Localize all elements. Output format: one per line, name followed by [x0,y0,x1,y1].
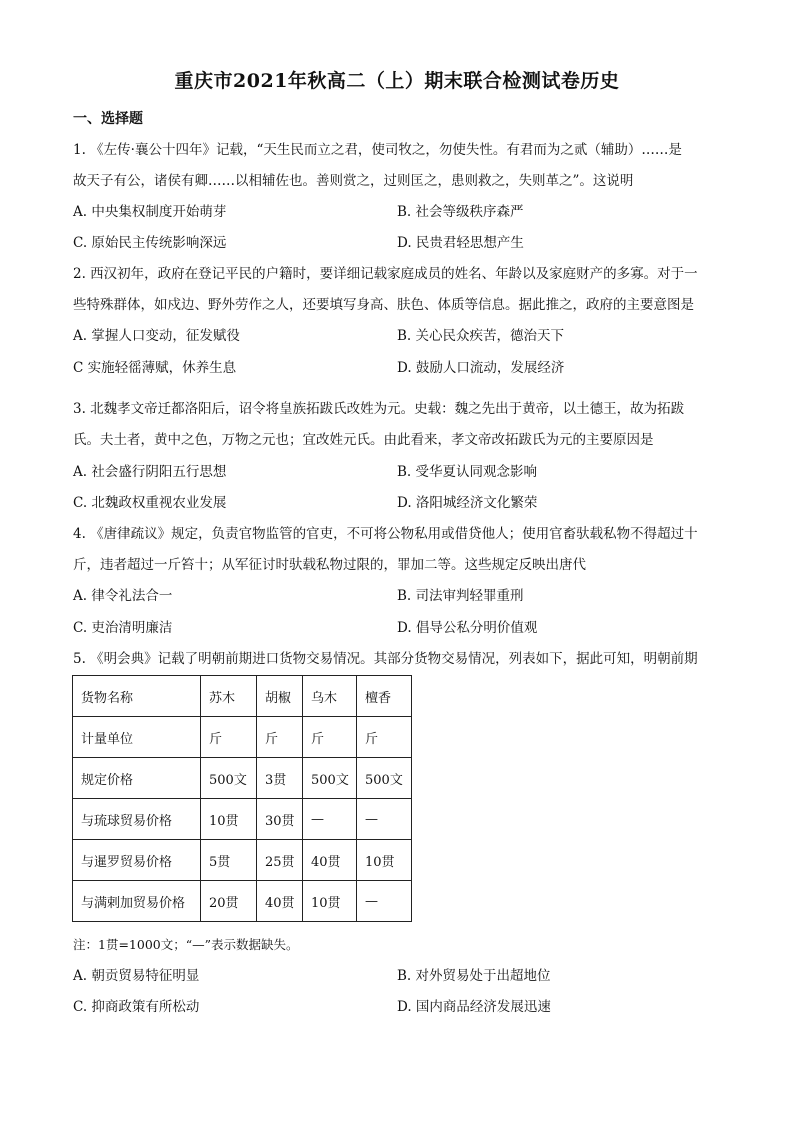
question-1-option-b: B. 社会等级秩序森严 [397,204,524,220]
table-cell: 10贯 [201,799,257,840]
table-cell: 斤 [357,717,412,758]
table-row [73,799,412,840]
question-1-option-d: D. 民贵君轻思想产生 [397,235,524,251]
table-cell: 苏木 [201,676,257,717]
question-1-line-2: 故天子有公，诸侯有卿……以相辅佐也。善则赏之，过则匡之，患则救之，失则革之”。这说明 [73,173,634,189]
question-4-option-c: C. 吏治清明廉洁 [73,620,173,636]
table-note: 注：1贯=1000文；“—”表示数据缺失。 [73,937,299,952]
table-cell: 檀香 [357,676,412,717]
question-1-option-a: A. 中央集权制度开始萌芽 [73,204,227,220]
table-row [73,758,412,799]
table-cell: 500文 [201,758,257,799]
table-cell: 乌木 [303,676,357,717]
table-cell: 500文 [303,758,357,799]
table-cell: 胡椒 [257,676,303,717]
table-cell: 与满剌加贸易价格 [73,881,201,922]
question-5-line-1: 5. 《明会典》记载了明朝前期进口货物交易情况。其部分货物交易情况，列表如下，据此可知，明朝前期 [73,651,698,667]
table-cell: 20贯 [201,881,257,922]
table-cell: 40贯 [257,881,303,922]
section-heading: 一、选择题 [73,111,143,127]
table-cell: 斤 [257,717,303,758]
question-5-option-c: C. 抑商政策有所松动 [73,999,200,1015]
table-cell: 10贯 [303,881,357,922]
question-5-option-d: D. 国内商品经济发展迅速 [397,999,551,1015]
table-row [73,881,412,922]
question-2-line-1: 2. 西汉初年，政府在登记平民的户籍时，要详细记载家庭成员的姓名、年龄以及家庭财产的多寡。对于一 [73,266,698,282]
question-2-option-b: B. 关心民众疾苦，德治天下 [397,328,565,344]
table-cell: 10贯 [357,840,412,881]
question-2-line-2: 些特殊群体，如戍边、野外劳作之人，还要填写身高、肤色、体质等信息。据此推之，政府的主要意图是 [73,297,694,313]
question-1-line-1: 1. 《左传·襄公十四年》记载，“天生民而立之君，使司牧之，勿使失性。有君而为之贰（辅助）……是 [73,142,682,158]
table-cell: 计量单位 [73,717,201,758]
table-cell: 与暹罗贸易价格 [73,840,201,881]
question-5-option-b: B. 对外贸易处于出超地位 [397,968,551,984]
table-cell: 5贯 [201,840,257,881]
table-cell: 30贯 [257,799,303,840]
table-cell: 货物名称 [73,676,201,717]
table-cell: 500文 [357,758,412,799]
question-5-option-a: A. 朝贡贸易特征明显 [73,968,200,984]
question-2-option-c: C 实施轻徭薄赋，休养生息 [73,360,237,376]
table-cell: — [357,799,412,840]
question-3-option-a: A. 社会盛行阴阳五行思想 [73,464,227,480]
question-2-option-a: A. 掌握人口变动，征发赋役 [73,328,240,344]
question-3-line-2: 氏。夫土者，黄中之色，万物之元也；宜改姓元氏。由此看来，孝文帝改拓跋氏为元的主要原因是 [73,432,654,448]
table-cell: 斤 [303,717,357,758]
table-cell: 与琉球贸易价格 [73,799,201,840]
table-cell: 25贯 [257,840,303,881]
table-row [73,717,412,758]
question-4-line-2: 斤，违者超过一斤笞十；从军征讨时驮载私物过限的，罪加二等。这些规定反映出唐代 [73,557,586,573]
question-4-option-d: D. 倡导公私分明价值观 [397,620,538,636]
goods-trade-table [72,675,412,922]
page-title: 重庆市2021年秋高二（上）期末联合检测试卷历史 [174,70,620,92]
table-cell: 3贯 [257,758,303,799]
question-4-option-a: A. 律令礼法合一 [73,588,173,604]
question-3-option-b: B. 受华夏认同观念影响 [397,464,538,480]
question-4-line-1: 4. 《唐律疏议》规定，负责官物监管的官吏，不可将公物私用或借贷他人；使用官畜驮载私物不得超过十 [73,526,698,542]
table-row [73,676,412,717]
question-4-option-b: B. 司法审判轻罪重刑 [397,588,524,604]
table-row [73,840,412,881]
table-cell: — [357,881,412,922]
question-3-line-1: 3. 北魏孝文帝迁都洛阳后，诏令将皇族拓跋氏改姓为元。史载：魏之先出于黄帝，以土德王，故为拓跋 [73,401,685,417]
table-cell: — [303,799,357,840]
question-3-option-c: C. 北魏政权重视农业发展 [73,495,227,511]
question-1-option-c: C. 原始民主传统影响深远 [73,235,227,251]
table-cell: 规定价格 [73,758,201,799]
table-cell: 40贯 [303,840,357,881]
question-2-option-d: D. 鼓励人口流动，发展经济 [397,360,565,376]
table-cell: 斤 [201,717,257,758]
question-3-option-d: D. 洛阳城经济文化繁荣 [397,495,538,511]
